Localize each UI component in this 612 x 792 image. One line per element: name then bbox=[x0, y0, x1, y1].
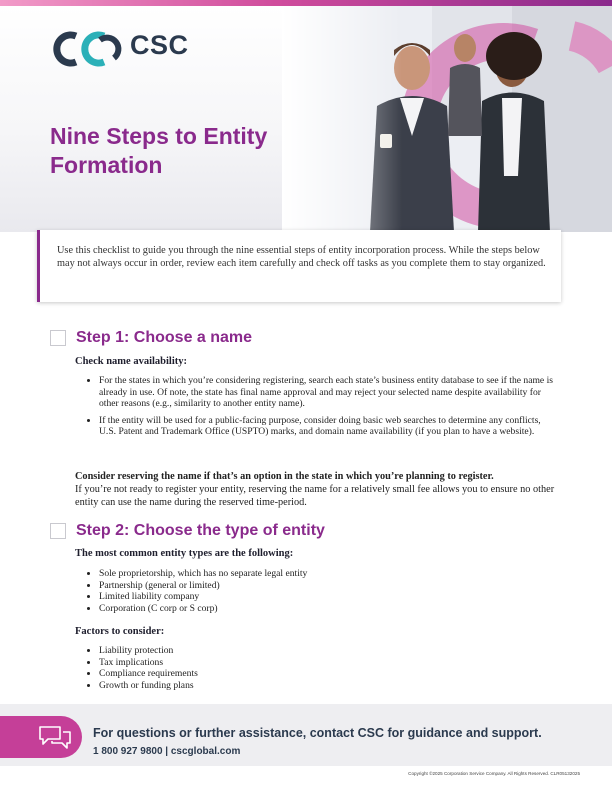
page-title: Nine Steps to Entity Formation bbox=[50, 123, 268, 178]
list-item: • Growth or funding plans bbox=[99, 680, 399, 692]
reserve-text: If you’re not ready to register your entity, reserving the name for a relatively small fee allows you to ensure no other entity can use the name during the reserved time-period. bbox=[75, 484, 555, 508]
list-item: • If the entity will be used for a public-facing purpose, consider doing basic web searches to determine any conflicts, U.S. Patent and Trademark Office (USPTO) marks, and domain name availability (if you plan to have a website). bbox=[99, 415, 554, 438]
list-item: • Limited liability company bbox=[99, 591, 519, 603]
step2-header bbox=[50, 522, 325, 540]
footer-contact[interactable]: 1 800 927 9800 | cscglobal.com bbox=[93, 746, 241, 757]
step2-checkbox[interactable] bbox=[50, 523, 66, 539]
reserve-paragraph bbox=[75, 470, 555, 509]
factors-list bbox=[84, 645, 399, 691]
intro-accent-bar bbox=[37, 230, 40, 302]
step1-subheading: Check name availability: bbox=[75, 356, 187, 367]
list-item: • Tax implications bbox=[99, 657, 399, 669]
step2-subheading: The most common entity types are the following: bbox=[75, 548, 294, 559]
intro-box bbox=[37, 230, 561, 302]
step1-header bbox=[50, 329, 252, 347]
list-item: • For the states in which you’re considering registering, search each state’s business entity database to see if the name is already in use. Of note, the state has final name approval and may reject your selected name despite availability for other reasons (e.g., similarity to another entity name). bbox=[99, 375, 554, 410]
step1-title: Step 1: Choose a name bbox=[76, 329, 253, 346]
list-item: • Compliance requirements bbox=[99, 668, 399, 680]
step1-checkbox[interactable] bbox=[50, 330, 66, 346]
list-item: • Liability protection bbox=[99, 645, 399, 657]
footer bbox=[0, 704, 612, 766]
chat-tab bbox=[0, 716, 82, 758]
list-item: • Partnership (general or limited) bbox=[99, 580, 519, 592]
step2-title: Step 2: Choose the type of entity bbox=[76, 522, 325, 539]
list-item: • Sole proprietorship, which has no separate legal entity bbox=[99, 568, 519, 580]
reserve-heading: Consider reserving the name if that’s an option in the state in which you’re planning to register. bbox=[75, 471, 494, 482]
list-item: • Corporation (C corp or S corp) bbox=[99, 603, 519, 615]
photo-fade bbox=[282, 6, 402, 232]
logo-text: CSC bbox=[130, 30, 189, 60]
footer-cta: For questions or further assistance, contact CSC for guidance and support. bbox=[93, 726, 542, 740]
business-people-walking-photo bbox=[282, 6, 612, 232]
step1-bullets bbox=[84, 375, 554, 443]
intro-text: Use this checklist to guide you through the nine essential steps of entity incorporation process. While the steps below may not always occur in order, review each item carefully and check off tasks as you complete them to stay organized. bbox=[57, 245, 546, 270]
copyright-text: Copyright ©2025 Corporation Service Company. All Rights Reserved. CLR05132025 bbox=[408, 771, 580, 776]
factors-heading: Factors to consider: bbox=[75, 626, 165, 637]
entity-types-list bbox=[84, 568, 519, 614]
chat-bubbles-icon bbox=[38, 724, 72, 750]
